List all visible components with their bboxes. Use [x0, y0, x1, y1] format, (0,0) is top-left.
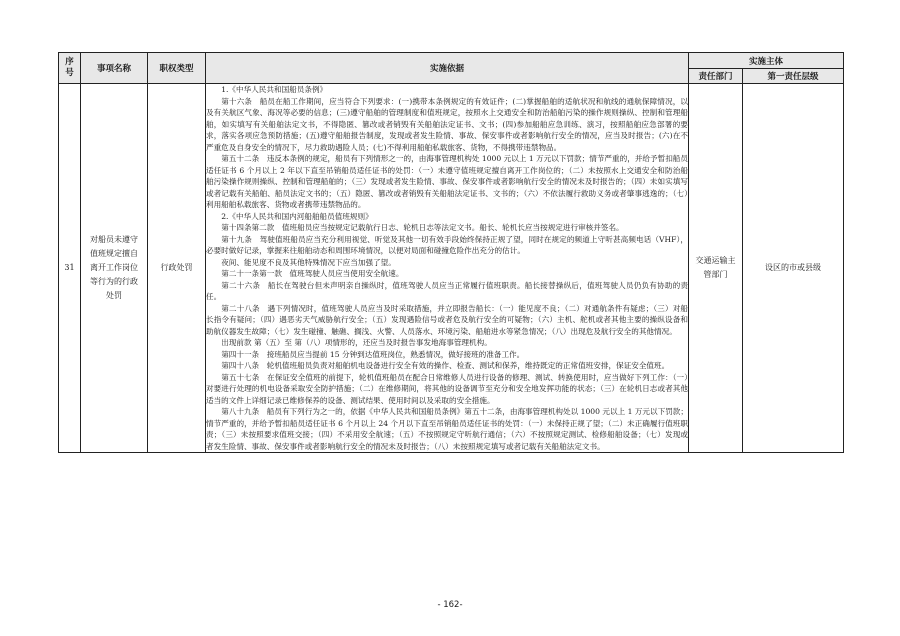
- row-power-type: 行政处罚: [148, 84, 206, 453]
- basis-paragraph: 第二十八条 遇下列情况时，值班驾驶人员应当及时采取措施，并立即报告船长：（一）能见度不良；（二）对通航条件有疑虑；（三）对船长指令有疑问；（四）遇恶劣天气威胁航行安全；（五）发现遇险信号或者危及航行安全的可疑物；（六）主机、舵机或者其他主要的操纵设备和助航仪器发生故障；（七）发生碰撞、触礁、搁浅、火警、人员落水、环境污染、船舶进水等紧急情况；（八）出现危及航行安全的其他情况。: [206, 303, 688, 336]
- page-number: - 162-: [437, 600, 463, 610]
- basis-paragraph: 第二十六条 船长在驾驶台但未声明亲自操纵时，值班驾驶人员应当正常履行值班职责。船长接替操纵后，值班驾驶人员仍负有协助的责任。: [206, 280, 688, 301]
- basis-paragraph: 第十六条 船员在船工作期间，应当符合下列要求：(一)携带本条例规定的有效证件；(二)掌握船舶的适航状况和航线的通航保障情况，以及有关航区气象、海况等必要的信息；(三)遵守船舶的管理制度和值班规定，按照水上交通安全和防治船舶污染的操作规则操纵、控制和管理船舶，如实填写有关船舶法定文书，不得隐匿、篡改或者销毁有关船舶法定证书、文书；(四)参加船舶应急训练、演习，按照船舶应急部署的要求，落实各项应急预防措施；(五)遵守船舶报告制度，发现或者发生险情、事故、保安事件或者影响航行安全的情况，应当及时报告；(六)在不严重危及自身安全的情况下，尽力救助遇险人员；(七)不得利用船舶私载旅客、货物，不得携带违禁物品。: [206, 96, 688, 152]
- enforcement-table: [58, 52, 844, 453]
- header-subject: 实施主体: [689, 53, 844, 69]
- basis-paragraph: 出现前款 第（五）至 第（八）项情形的，还应当及时报告事发地海事管理机构。: [221, 338, 492, 347]
- basis-paragraph: 第十九条 驾驶值班船员应当充分利用视觉、听觉及其他一切有效手段始终保持正规了望，同时在规定的频道上守听甚高频电话（VHF），必要时做好记录，掌握来往船舶动态和周围环境情况，以便对局面和碰撞危险作出充分的估计。: [206, 234, 688, 255]
- header-basis: 实施依据: [206, 53, 689, 84]
- row-item-name: 对船员未遵守值班规定擅自离开工作岗位等行为的行政处罚: [81, 84, 148, 453]
- header-seq: 序 号: [59, 53, 81, 84]
- row-seq: 31: [59, 84, 81, 453]
- basis-paragraph: 第二十一条第一款 值班驾驶人员应当使用安全航速。: [221, 269, 404, 278]
- basis-paragraph: 第八十九条 船员有下列行为之一的，依据《中华人民共和国船员条例》第五十二条，由海事管理机构处以 1000 元以上 1 万元以下罚款；情节严重的，并给予暂扣船员适任证书 6 个月以上 24 个月以下直至吊销船员适任证书的处罚：（一）未保持正规了望；（二）未正确履行值班职责；（三）未按照要求值班交接；（四）不采用安全航速；（五）不按照规定守听航行通信；（六）不按照规定测试、检修船舶设备；（七）发现或者发生险情、事故、保安事件或者影响航行安全的情况未及时报告；（八）未按照规定填写或者记载有关船舶法定文书。: [206, 407, 688, 451]
- basis-paragraph: 第四十一条 接班船员应当提前 15 分钟到达值班岗位，熟悉情况，做好接班的准备工作。: [221, 349, 525, 359]
- basis-paragraph: 夜间、能见度不良及其他特殊情况下应当加强了望。: [221, 257, 396, 267]
- basis-paragraph: 2.《中华人民共和国内河船舶船员值班规则》: [221, 211, 373, 221]
- basis-paragraph: 第四十八条 轮机值班船员负责对船舶机电设备进行安全有效的操作、检查、测试和保养，维持既定的正常值班安排，保证安全值班。: [221, 361, 670, 370]
- header-power-type: 职权类型: [148, 53, 206, 84]
- row-dept: 交通运输主管部门: [689, 84, 743, 453]
- basis-paragraph: 第五十七条 在保证安全值班的前提下，轮机值班船员在配合日常维修人员进行设备的修理、测试、转换使用时，应当做好下列工作：（一）对要进行处理的机电设备采取安全防护措施；（二）在维修期间，将其他的设备调节至充分和安全地发挥功能的状态；（三）在轮机日志或者其他适当的文件上详细记录已维修保养的设备、测试结果、使用时间以及采取的安全措施。: [206, 372, 688, 405]
- basis-paragraph: 第十四条第二款 值班船员应当按规定记载航行日志、轮机日志等法定文书。船长、轮机长应当按规定进行审核并签名。: [221, 223, 624, 232]
- row-basis: [206, 84, 689, 453]
- header-level: 第一责任层级: [743, 69, 844, 84]
- header-item-name: 事项名称: [81, 53, 148, 84]
- header-dept: 责任部门: [689, 69, 743, 84]
- table-row: [59, 84, 844, 453]
- basis-paragraph: 第五十二条 违反本条例的规定，船员有下列情形之一的，由海事管理机构处 1000 元以上 1 万元以下罚款；情节严重的，并给予暂扣船员适任证书 6 个月以上 2 年以下直至吊销船员适任证书的处罚：（一）未遵守值班规定擅自离开工作岗位的；（二）未按照水上交通安全和防治船舶污染操作规则操纵、控制和管理船舶的；（三）发现或者发生险情、事故、保安事件或者影响航行安全的情况未及时报告的；（四）未如实填写或者记载有关船舶、船员法定文书的；（五）隐匿、篡改或者销毁有关船舶法定证书、文书的；（六）不依法履行救助义务或者肇事逃逸的；（七）利用船舶私载旅客、货物或者携带违禁物品的。: [206, 154, 688, 209]
- basis-paragraph: 1.《中华人民共和国船员条例》: [221, 85, 328, 94]
- row-level: 设区的市或县级: [743, 84, 844, 453]
